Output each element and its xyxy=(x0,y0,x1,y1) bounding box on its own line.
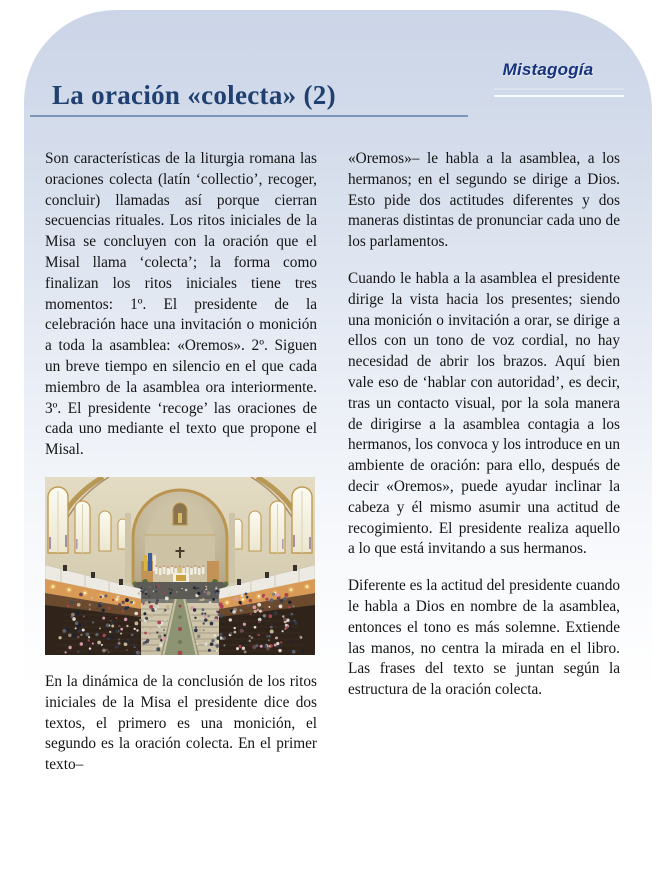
publication-name: Mistagogía xyxy=(502,60,594,79)
paragraph: En la dinámica de la conclusión de los ritos iniciales de la Misa el presidente dice dos textos, el primero es una monición, el segundo es la oración colecta. En el primer texto– xyxy=(45,672,317,774)
document-card xyxy=(24,10,652,878)
right-column xyxy=(348,149,620,792)
article-columns xyxy=(45,149,623,792)
brand-divider xyxy=(494,88,624,97)
church-photo xyxy=(45,477,315,655)
paragraph: «Oremos»– le habla a la asamblea, a los hermanos; en el segundo se dirige a Dios. Esto pide dos actitudes diferentes y dos maneras distintas de pronunciar cada uno de los parlamentos. xyxy=(348,150,620,251)
paragraph: Cuando le habla a la asamblea el presidente dirige la vista hacia los presentes; siendo una monición o invitación a orar, se dirige a ellos con un tono de voz cordial, no hay necesidad de abrir los brazos. Aquí bien vale eso de ‘hablar con autoridad’, es decir, tras un contacto visual, por la sola manera de dirigirse a la asamblea contagia a los hermanos, los convoca y los introduce en un ambiente de oración: para ello, después de decir «Oremos», puede ayudar inclinar la cabeza y él mismo asumir una actitud de recogimiento. El presidente realiza aquello a lo que está invitando a sus hermanos. xyxy=(348,269,620,558)
title-divider xyxy=(30,115,468,117)
paragraph: Son características de la liturgia romana las oraciones colecta (latín ‘collectio’, recoger, concluir) llamadas así porque cierran secuencias rituales. Los ritos iniciales de la Misa se concluyen con la oración que el Misal llama ‘colecta’; la forma como finalizan los ritos iniciales tiene tres momentos: 1º. El presidente de la celebración hace una invitación o monición a toda la asamblea: «Oremos». 2º. Siguen un breve tiempo en silencio en el que cada miembro de la asamblea ora interiormente. 3º. El presidente ‘recoge’ las oraciones de cada uno mediante el texto que propone el Misal. xyxy=(45,150,317,459)
page-title: La oración «colecta» (2) xyxy=(52,80,336,110)
left-column xyxy=(45,149,317,792)
paragraph: Diferente es la actitud del presidente cuando le habla a Dios en nombre de la asamblea, entonces el tono es más solemne. Extiende las manos, no centra la mirada en el libro. Las frases del texto se juntan según la estructura de la oración colecta. xyxy=(348,577,620,699)
